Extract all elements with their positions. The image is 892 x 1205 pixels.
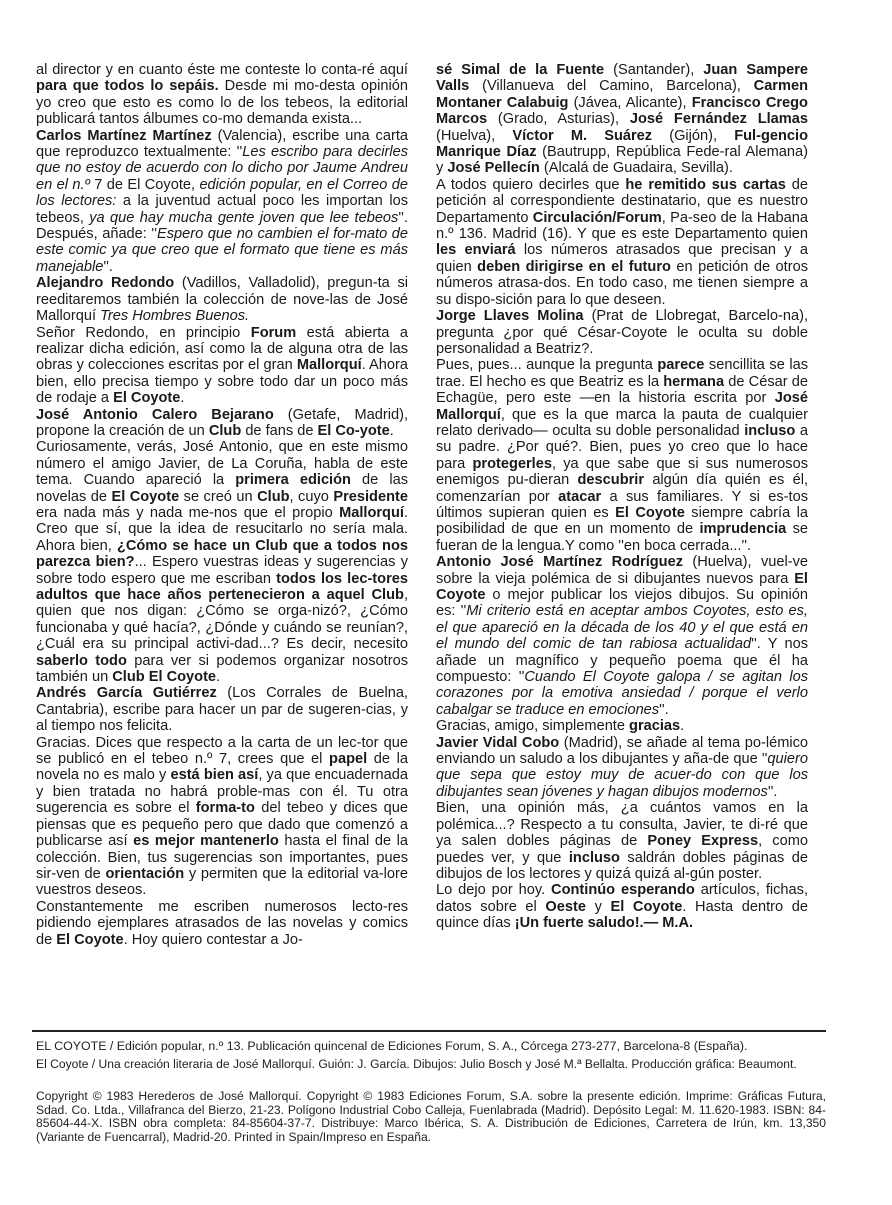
bold-text: Francisco Crego Marcos bbox=[436, 94, 808, 128]
bold-text: está bien así bbox=[170, 767, 259, 784]
bold-text: Club bbox=[208, 422, 242, 439]
bold-text: Jorge Llaves Molina bbox=[436, 308, 584, 325]
text-run: A todos quiero decirles que bbox=[436, 176, 626, 193]
text-run: (Vadillos, Valladolid), pregun-ta si reeditaremos también la colección de nove-las de José Mallorquí bbox=[36, 275, 408, 325]
bold-text: Circulación/Forum bbox=[532, 209, 662, 226]
bold-text: ¡Un fuerte saludo!.— M.A. bbox=[514, 915, 694, 932]
text-run: (Madrid), se añade al tema po-lémico enviando un saludo a los dibujantes y aña-de que '' bbox=[436, 734, 809, 768]
text-run: , cuyo bbox=[289, 488, 334, 505]
text-run: Pues, pues... aunque la pregunta bbox=[436, 357, 658, 374]
bold-text: Poney Express bbox=[647, 833, 759, 850]
text-run: ''. bbox=[103, 258, 113, 275]
text-run: Gracias. Dices que respecto a la carta de un lec-tor que se publicó en el tebeo n.º 7, crees que el bbox=[36, 734, 408, 768]
letter-paragraph bbox=[36, 685, 408, 734]
text-run: . Hoy quiero contestar a Jo- bbox=[123, 931, 303, 948]
bold-text: papel bbox=[329, 751, 368, 768]
text-run: . Creo que sí, que la idea de resucitarlo no sería mala. Ahora bien, bbox=[36, 504, 408, 554]
text-run: a la juventud actual poco les importan los tebeos, bbox=[36, 193, 408, 226]
bold-text: gracias bbox=[629, 718, 681, 735]
text-run: Lo dejo por hoy. bbox=[436, 882, 552, 899]
text-run: o mejor publicar los viejos dibujos. Su opinión es: '' bbox=[436, 587, 808, 620]
bold-text: Club bbox=[257, 488, 290, 505]
bold-text: descubrir bbox=[577, 472, 645, 489]
bold-text: protegerles bbox=[472, 455, 552, 472]
text-run: Señor Redondo, en principio bbox=[36, 324, 251, 341]
bold-text: Javier Vidal Cobo bbox=[436, 734, 560, 751]
text-run: . Hasta dentro de quince días bbox=[436, 898, 809, 932]
bold-text: incluso bbox=[568, 849, 620, 866]
text-run: , que es la que marca la pauta de cualquier relato derivado— oculta su doble personalidad bbox=[436, 406, 808, 439]
text-run: ''. Y nos añade un magnífico y pequeño poema que él ha compuesto: '' bbox=[436, 636, 808, 686]
text-run: (Villanueva del Camino, Barcelona), bbox=[469, 78, 754, 95]
bold-text: Víctor M. Suárez bbox=[512, 127, 653, 144]
letter-paragraph bbox=[436, 357, 808, 554]
text-run: (Alcalá de Guadaira, Sevilla). bbox=[539, 160, 733, 177]
text-run: (Huelva), bbox=[436, 127, 513, 144]
text-run: a sus familiares. Y si es-tos últimos supieran quien es bbox=[436, 488, 808, 521]
text-run: , quien que nos digan: ¿Cómo se orga-nizó?, ¿Cómo funcionaba y qué hacía?, ¿Dónde y cuándo se reunían?, ¿Cuál era su principal activi-dad...? Es decir, necesito bbox=[36, 587, 408, 653]
text-run: . bbox=[389, 422, 394, 439]
text-run: , Pa-seo de la Habana n.º 136. Madrid (16). Y que es este Departamento quien bbox=[436, 209, 808, 243]
credits-line: El Coyote / Una creación literaria de José Mallorquí. Guión: J. García. Dibujos: Julio Bosch y José M.ª Bellalta. Producción gráfica: Beaumont. bbox=[36, 1057, 797, 1071]
text-run: (Getafe, Madrid), propone la creación de un bbox=[36, 406, 408, 439]
letter-paragraph bbox=[436, 554, 808, 718]
text-run: saldrán dobles páginas de dibujos de los lectores y quizá quizá al-gún poster. bbox=[436, 849, 808, 882]
italic-text: Cuando El Coyote galopa / se agitan los corazones por la emotiva ansiedad / porque el verlo cabalgar se traduce en emociones bbox=[436, 669, 808, 718]
text-run: en petición de otros números atrasa-dos. En todo caso, me tienen siempre a su dispo-sición para lo que deseen. bbox=[436, 258, 808, 308]
text-run: era nada más y nada me-nos que el propio bbox=[36, 504, 340, 521]
text-run: siempre cabría la posibilidad de que en un momento de bbox=[436, 504, 808, 538]
text-run: hasta el final de la colección. Bien, tus sugerencias son importantes, pues sir-ven de bbox=[36, 833, 408, 882]
bold-text: El Coyote bbox=[113, 390, 181, 407]
text-run: . bbox=[680, 718, 685, 735]
text-run: al director y en cuanto éste me conteste lo conta-ré aquí bbox=[36, 62, 408, 78]
italic-text: Tres Hombres Buenos. bbox=[100, 308, 250, 325]
letter-paragraph bbox=[36, 275, 408, 324]
text-run: , ya que encuadernada y bien tratada no habrá proble-mas con él. Tu otra sugerencia es sobre el bbox=[36, 767, 408, 817]
letter-paragraph bbox=[436, 735, 808, 801]
text-run: algún día quién es él, comenzarían por bbox=[436, 472, 808, 505]
text-run: Curiosamente, verás, José Antonio, que en este mismo número el amigo Javier, de La Coruña, habla de este tema. Cuando apareció la bbox=[36, 439, 408, 489]
text-run: (Grado, Asturias), bbox=[487, 111, 630, 128]
bold-text: El Coyote bbox=[610, 898, 683, 915]
bold-text: imprudencia bbox=[699, 521, 787, 538]
letter-paragraph bbox=[436, 718, 808, 734]
text-run: Gracias, amigo, simplemente bbox=[436, 718, 630, 735]
bold-text: ¿Cómo se hace un Club que a todos nos parezca bien? bbox=[36, 537, 409, 571]
bold-text: José Fernández Llamas bbox=[629, 111, 809, 128]
bold-text: El Coyote bbox=[111, 488, 180, 505]
bold-text: atacar bbox=[558, 488, 602, 505]
text-run: . bbox=[216, 669, 221, 686]
text-run: Bien, una opinión más, ¿a cuántos vamos en la polémica...? Respecto a tu consulta, Javier, te di-ré que ya salen dobles páginas de bbox=[436, 800, 808, 850]
bold-text: Carmen Montaner Calabuig bbox=[436, 78, 808, 111]
bold-text: para que todos lo sepáis. bbox=[36, 78, 219, 95]
text-run: del tebeo y dices que piensas que es pequeño pero que dado que comenzó a publicarse así bbox=[36, 800, 409, 850]
text-run: , como puedes ver, y que bbox=[436, 833, 808, 866]
text-run: (Huelva), vuel-ve sobre la vieja polémica de si dibujantes nuevos para bbox=[436, 554, 808, 587]
bold-text: parece bbox=[657, 357, 705, 374]
legal-notice: Copyright © 1983 Herederos de José Mallorquí. Copyright © 1983 Ediciones Forum, S.A. sobre la presente edición. Imprime: Gráficas Futura, Sdad. Co. Ltda., Villafranca del Bierzo, 21-23. Polígono Industrial Cobo Calleja, Fuenlabrada (Madrid). Depósito Legal: M. 11.620-1983. ISBN: 84-85604-44-X. ISBN obra completa: 84-85604-37-7. Distribuye: Marco Ibérica, S. A. Distribución de Ediciones, Carretera de Irún, km. 13,350 (Variante de Fuencarral), Madrid-20. Printed in Spain/Impreso en España. bbox=[36, 1089, 826, 1144]
letter-paragraph bbox=[436, 882, 808, 931]
bold-text: Antonio José Martínez Rodríguez bbox=[436, 554, 684, 571]
footer-divider bbox=[32, 1030, 826, 1032]
bold-text: Mallorquí bbox=[296, 357, 362, 374]
letter-paragraph bbox=[436, 62, 808, 177]
bold-text: hermana bbox=[663, 373, 725, 390]
text-run: está abierta a realizar dicha edición, así como la de alguna otra de las obras y colecciones escritas por el gran bbox=[36, 324, 408, 374]
text-run: ''. bbox=[659, 701, 669, 718]
letter-paragraph bbox=[436, 177, 808, 308]
text-run: . Ahora bien, ello precisa tiempo y sobre todo dar un poco más de rodaje a bbox=[36, 357, 408, 407]
italic-text: Les escribo para decirles que no estoy de acuerdo con lo dicho por Jaume Andreu en el n.º bbox=[36, 144, 408, 193]
text-run: ''. bbox=[767, 783, 778, 800]
bold-text: todos los lec-tores adultos que hace años pertenecieron a aquel Club bbox=[36, 570, 408, 603]
bold-text: Forum bbox=[250, 324, 297, 341]
text-run: (Jávea, Alicante), bbox=[568, 94, 692, 111]
letter-paragraph bbox=[36, 439, 408, 685]
bold-text: José Mallorquí bbox=[436, 390, 808, 423]
text-run: para ver si podemos organizar nosotros también un bbox=[36, 652, 408, 686]
bold-text: primera edición bbox=[235, 472, 351, 489]
letter-paragraph bbox=[36, 128, 408, 276]
bold-text: El Coyote bbox=[615, 504, 685, 521]
text-run: de fans de bbox=[241, 422, 318, 439]
italic-text: ya que hay mucha gente joven que lee tebeos bbox=[89, 209, 399, 226]
text-run: (Los Corrales de Buelna, Cantabria), escribe para hacer un par de sugeren-cias, y al tiempo nos felicita. bbox=[36, 685, 408, 735]
bold-text: Andrés García Gutiérrez bbox=[36, 685, 217, 702]
bold-text: orientación bbox=[105, 865, 185, 882]
letter-paragraph bbox=[36, 325, 408, 407]
text-run: sencillita se las trae. El hecho es que Beatriz es la bbox=[436, 357, 808, 390]
text-run: se fueran de la lengua.Y como ''en boca cerrada...''. bbox=[436, 521, 809, 554]
bold-text: incluso bbox=[744, 422, 796, 439]
text-run: , ya que sabe que si sus numerosos enemigos pu-dieran bbox=[436, 455, 808, 489]
text-run: artículos, fichas, datos sobre el bbox=[436, 882, 808, 915]
text-run: a su padre. ¿Por qué?. Bien, pues yo creo que lo hace para bbox=[436, 422, 809, 472]
italic-text: quiero que sepa que estoy muy de acuer-do con que los dibujantes sean jóvenes y hagan dibujos modernos bbox=[436, 751, 808, 800]
bold-text: Juan Sampere Valls bbox=[436, 62, 808, 95]
bold-text: El Coyote bbox=[56, 931, 124, 948]
text-run: (Gijón), bbox=[652, 127, 735, 144]
bold-text: José Pellecín bbox=[447, 160, 540, 177]
bold-text: Presidente bbox=[333, 488, 408, 505]
bold-text: sé Simal de la Fuente bbox=[436, 62, 605, 78]
text-run: de César de Echagüe, pero este —en la historia escrita por bbox=[436, 373, 808, 407]
bold-text: El Coyote bbox=[436, 570, 808, 603]
text-run: de petición al correspondiente destinatario, que es nuestro Departamento bbox=[436, 176, 808, 226]
bold-text: Mallorquí bbox=[339, 504, 404, 521]
text-run: de las novelas de bbox=[36, 472, 408, 505]
text-run: (Bautrupp, República Fede-ral Alemana) y bbox=[436, 144, 808, 177]
text-run: y permiten que la editorial va-lore vuestros deseos. bbox=[36, 865, 408, 899]
text-run: 7 de El Coyote, bbox=[89, 176, 200, 193]
bold-text: saberlo todo bbox=[36, 652, 127, 669]
text-run: . bbox=[180, 390, 185, 407]
text-run: los números atrasados que precisan y a quien bbox=[436, 242, 808, 275]
text-run: (Prat de Llobregat, Barcelo-na), pregunta ¿por qué César-Coyote le oculta su doble personalidad a Beatriz?. bbox=[436, 308, 809, 357]
bold-text: forma-to bbox=[195, 800, 255, 817]
letter-paragraph bbox=[36, 899, 408, 948]
letter-paragraph bbox=[436, 308, 808, 357]
bold-text: El Co-yote bbox=[317, 422, 390, 439]
text-run: ''. Después, añade: '' bbox=[36, 209, 408, 243]
left-column bbox=[36, 62, 408, 948]
bold-text: Oeste bbox=[545, 898, 586, 915]
text-run: (Valencia), escribe una carta que reproduzco textualmente: '' bbox=[36, 127, 408, 161]
bold-text: Alejandro Redondo bbox=[36, 275, 175, 292]
text-run: ... Espero vuestras ideas y sugerencias y sobre todo espero que me escriban bbox=[36, 554, 408, 587]
italic-text: Mi criterio está en aceptar ambos Coyotes, esto es, el que apareció en la década de los 40 y el que está en el mundo del comic de tan rabiosa actualidad bbox=[436, 603, 808, 653]
bold-text: Continúo esperando bbox=[551, 882, 695, 899]
text-run: Desde mi mo-desta opinión yo creo que esto es como lo de los tebeos, la editorial publicará tantos álbumes co-mo demanda exista... bbox=[36, 78, 408, 128]
text-run: se creó un bbox=[179, 488, 258, 505]
bold-text: José Antonio Calero Bejarano bbox=[36, 406, 274, 423]
italic-text: Espero que no cambien el for-mato de este comic ya que creo que el formato que tiene es más manejable bbox=[36, 226, 408, 275]
letter-paragraph bbox=[436, 800, 808, 882]
text-run: y bbox=[585, 898, 611, 915]
letter-paragraph bbox=[36, 62, 408, 128]
letter-paragraph bbox=[36, 735, 408, 899]
bold-text: Ful-gencio Manrique Díaz bbox=[436, 127, 808, 161]
text-run: Constantemente me escriben numerosos lecto-res pidiendo ejemplares atrasados de las novelas y comics de bbox=[36, 898, 408, 948]
bold-text: Club El Coyote bbox=[112, 669, 217, 686]
publication-info: EL COYOTE / Edición popular, n.º 13. Publicación quincenal de Ediciones Forum, S. A., Córcega 273-277, Barcelona-8 (España). bbox=[36, 1039, 748, 1053]
letter-paragraph bbox=[36, 407, 408, 440]
right-column bbox=[436, 62, 808, 932]
italic-text: edición popular, en el Correo de los lectores: bbox=[36, 176, 408, 210]
bold-text: Carlos Martínez Martínez bbox=[36, 127, 212, 144]
text-run: (Santander), bbox=[604, 62, 704, 78]
bold-text: he remitido sus cartas bbox=[625, 176, 786, 193]
bold-text: les enviará bbox=[436, 242, 516, 259]
bold-text: es mejor mantenerlo bbox=[133, 833, 279, 850]
bold-text: deben dirigirse en el futuro bbox=[477, 258, 671, 275]
text-run: de la novela no es malo y bbox=[36, 751, 409, 784]
